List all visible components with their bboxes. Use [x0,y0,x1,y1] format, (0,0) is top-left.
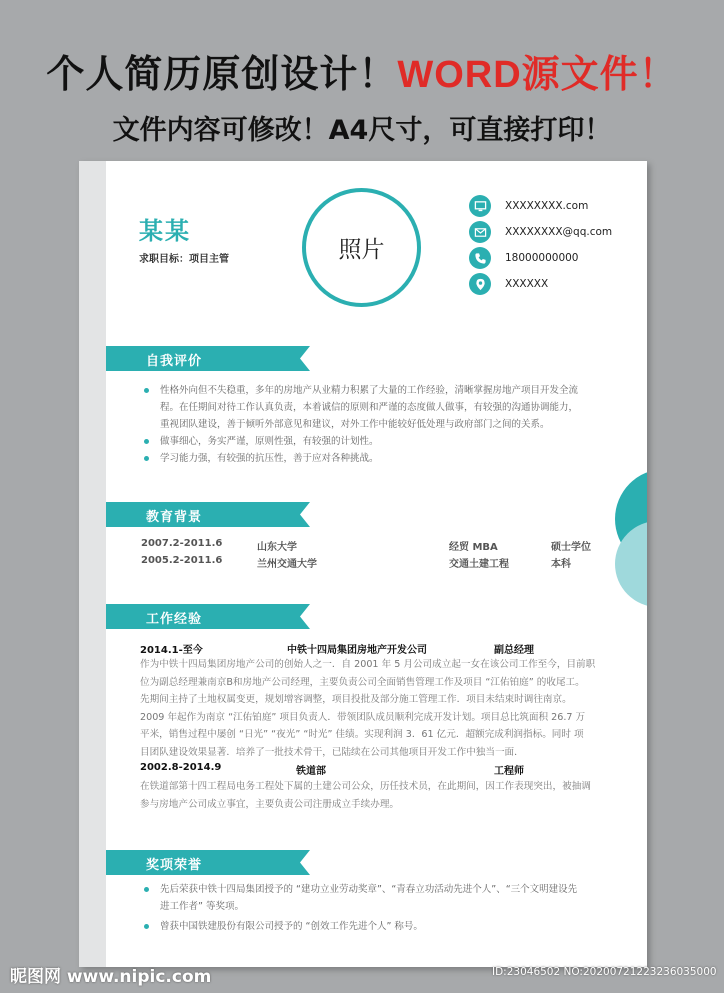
bullet-dot [144,924,149,929]
job-target: 求职目标：项目主管 [139,254,229,265]
banner-shape [106,604,310,629]
watermark-id: ID:23046502 NO:20200721223236035000 [492,966,717,978]
edu-school: 山东大学 [257,542,297,553]
contact-text: XXXXXXXX.com [505,200,589,212]
contact-website [469,195,639,217]
section-banner-awards [106,850,310,875]
list-item [144,382,629,433]
edu-degree: 本科 [551,559,571,570]
section-title: 教育背景 [146,510,203,525]
contact-text: XXXXXX [505,278,549,290]
awards-list [144,881,629,935]
contact-text: XXXXXXXX@qq.com [505,226,613,238]
section-title: 奖项荣誉 [146,858,203,873]
desc-line: 先期间主持了土地权属变更，规划增容调整，项目投批及部分施工管理工作．项目未结束时调往南京。 [140,694,572,706]
item-line: 先后荣获中铁十四局集团授予的 “建功立业劳动奖章”、“青春立功活动先进个人”、“三个文明建设先 [160,884,578,895]
edu-period: 2005.2-2011.6 [141,555,223,566]
resume-name: 某某 [139,217,191,245]
job-header [140,641,630,657]
contact-text: 18000000000 [505,252,579,264]
desc-line: 目团队建设效果显著．培养了一批技术骨干，已陆续在公司其他项目开发工作中独当一面． [140,746,524,758]
section-banner-education [106,502,310,527]
self-eval-list [144,382,629,467]
section-title: 工作经验 [146,612,203,627]
contact-email [469,221,639,243]
promo-subtitle: 文件内容可修改！A4尺寸，可直接打印！ [112,115,612,146]
job-header [140,762,630,778]
promo-title [0,50,724,99]
mail-icon [469,221,491,243]
edu-degree: 硕士学位 [551,542,591,553]
education-row [141,538,631,554]
job-role: 工程师 [494,766,524,777]
list-item [144,433,629,450]
bullet-dot [144,388,149,393]
item-line: 曾获中国铁建股份有限公司授予的 “创效工作先进个人” 称号。 [160,921,423,932]
contact-address [469,273,639,295]
list-item [144,881,629,915]
photo-label: 照片 [338,237,385,263]
section-banner-work [106,604,310,629]
desc-line: 在铁道部第十四工程局电务工程处下属的土建公司公众，历任技术员，在此期间，因工作表现突出，被抽调 [140,781,591,792]
section-banner-self [106,346,310,371]
banner-shape [106,502,310,527]
item-line: 程。在任期间对待工作认真负责，本着诚信的原则和严谨的态度做人做事，有较强的沟通协调能力， [160,402,579,413]
education-row [141,555,631,571]
contact-phone [469,247,639,269]
desc-line: 参与房地产公司成立事宜，主要负责公司注册成立手续办理。 [140,798,400,810]
item-line: 重视团队建设，善于倾听外部意见和建议，对外工作中能较好低处理与政府部门之间的关系。 [160,419,550,430]
item-line: 进工作者” 等奖项。 [160,901,244,912]
bullet-dot [144,456,149,461]
location-icon [469,273,491,295]
desc-line: 作为中铁十四局集团房地产公司的创始人之一．自 2001 年 5 月公司成立起一女在该公司工作至今，目前职 [140,659,596,670]
job-company: 铁道部 [296,766,326,777]
photo-placeholder [302,188,421,307]
desc-line: 位为副总经理兼南京B和房地产公司经理，主要负责公司全面销售管理工作及项目 “江佑铂庭” 的收尾工。 [140,676,585,688]
job-description [140,778,614,813]
resume-page [79,161,647,967]
desc-line: 2009 年起作为南京 “江佑铂庭” 项目负责人．带领团队成员顺利完成开发计划。项目总比筑面积 26.7 万 [140,711,586,723]
promo-title-red: WORD源文件！ [397,54,678,96]
job-period: 2002.8-2014.9 [140,762,222,773]
job-role: 副总经理 [494,645,534,656]
edu-major: 交通土建工程 [449,559,509,570]
banner-shape [106,850,310,875]
item-line: 学习能力强，有较强的抗压性，善于应对各种挑战。 [160,453,379,464]
edu-major: 经贸 MBA [449,542,498,553]
list-item [144,450,629,467]
watermark-logo: 昵图网 www.nipic.com [10,967,212,987]
item-line: 性格外向但不失稳重，多年的房地产从业精力积累了大量的工作经验，清晰掌握房地产项目开发全流 [160,385,579,396]
job-period: 2014.1-至今 [140,645,203,656]
section-title: 自我评价 [146,354,203,369]
edu-period: 2007.2-2011.6 [141,538,223,549]
bullet-dot [144,887,149,892]
job-description [140,656,614,762]
banner-shape [106,346,310,371]
edu-school: 兰州交通大学 [257,559,317,570]
computer-icon [469,195,491,217]
item-line: 做事细心，务实严谨，原则性强，有较强的计划性。 [160,436,379,447]
left-stripe [79,161,106,967]
desc-line: 平米，销售过程中屡创 “日光” “夜光” “时光” 佳绩。实现利润 3．61 亿元．超额完成利润指标。同时 项 [140,729,584,741]
phone-icon [469,247,491,269]
job-company: 中铁十四局集团房地产开发公司 [287,645,427,656]
bullet-dot [144,439,149,444]
list-item [144,918,629,935]
promo-title-main: 个人简历原创设计！ [46,52,398,96]
